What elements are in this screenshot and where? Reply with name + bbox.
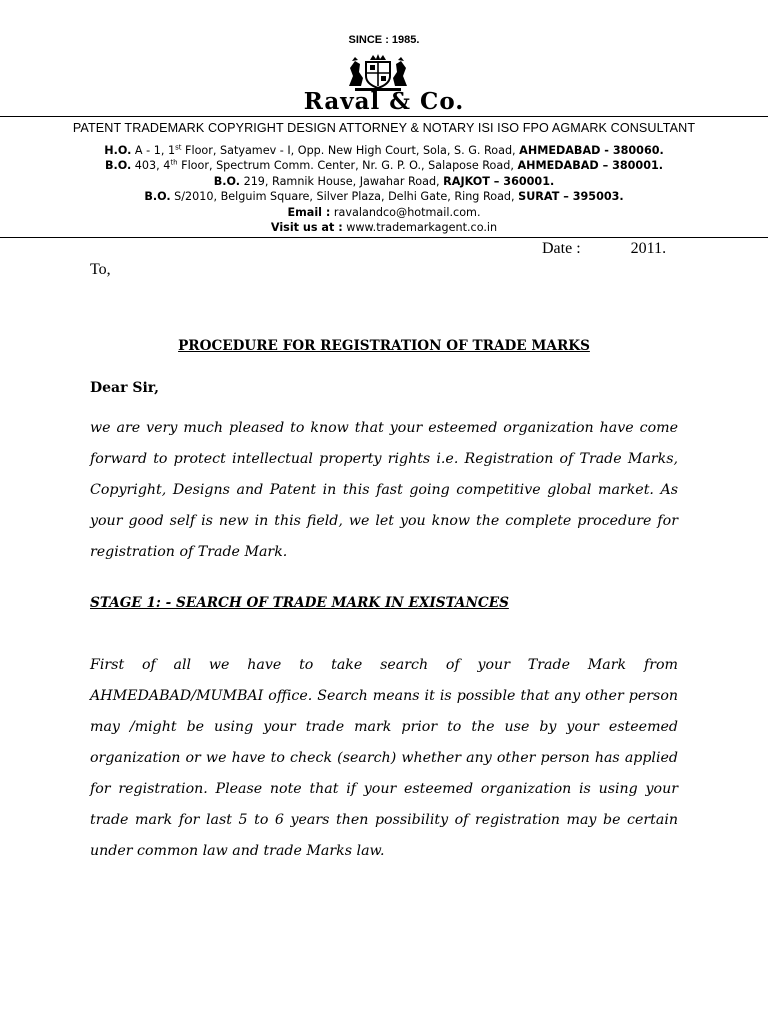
heraldic-crest-icon (345, 52, 411, 92)
email-line: Email : ravalandco@hotmail.com. (287, 205, 481, 219)
letter-heading: PROCEDURE FOR REGISTRATION OF TRADE MARKS (178, 338, 590, 354)
office-line: B.O. 403, 4th Floor, Spectrum Comm. Center, Nr. G. P. O., Salapose Road, AHMEDABAD – 380001. (104, 158, 664, 173)
recipient-to: To, (90, 261, 111, 278)
firm-name: Raval & Co. (303, 88, 465, 115)
office-line: B.O. S/2010, Belguim Square, Silver Plaza, Delhi Gate, Ring Road, SURAT – 395003. (144, 190, 624, 204)
date-label: Date : (542, 240, 581, 257)
website-link[interactable]: www.trademarkagent.co.in (342, 221, 498, 235)
header-top-rule (0, 116, 768, 117)
services-line: PATENT TRADEMARK COPYRIGHT DESIGN ATTORNEY & NOTARY ISI ISO FPO AGMARK CONSULTANT (72, 121, 696, 135)
intro-paragraph: we are very much pleased to know that your esteemed organization have come forward to protect intellectual property rights i.e. Registration of Trade Marks, Copyright, Designs and Patent in this fast going competitive global market. As your good self is new in this field, we let you know the complete procedure for registration of Trade Mark. (90, 420, 678, 560)
date-year: 2011. (630, 240, 667, 257)
address-block (0, 143, 768, 235)
office-line: B.O. 219, Ramnik House, Jawahar Road, RAJKOT – 360001. (213, 174, 555, 188)
office-line: H.O. A - 1, 1st Floor, Satyamev - I, Opp. New High Court, Sola, S. G. Road, AHMEDABAD - 380060. (104, 143, 664, 157)
stage-1-title: STAGE 1: - SEARCH OF TRADE MARK IN EXISTANCES (90, 595, 509, 611)
stage-1-paragraph: First of all we have to take search of your Trade Mark from AHMEDABAD/MUMBAI office. Search means it is possible that any other person may /might be using your trade mark prior to the use by your esteemed organization or we have to check (search) whether any other person has applied for registration. Please note that if your esteemed organization is using your trade mark for last 5 to 6 years then possibility of registration may be certain under common law and trade Marks law. (90, 657, 678, 859)
website-line: Visit us at : www.trademarkagent.co.in (270, 221, 498, 235)
email-address[interactable]: ravalandco@hotmail.com. (330, 205, 481, 219)
header-bottom-rule (0, 237, 768, 238)
date-line (542, 240, 666, 258)
salutation: Dear Sir, (90, 380, 160, 396)
since-year: SINCE : 1985. (348, 34, 420, 46)
